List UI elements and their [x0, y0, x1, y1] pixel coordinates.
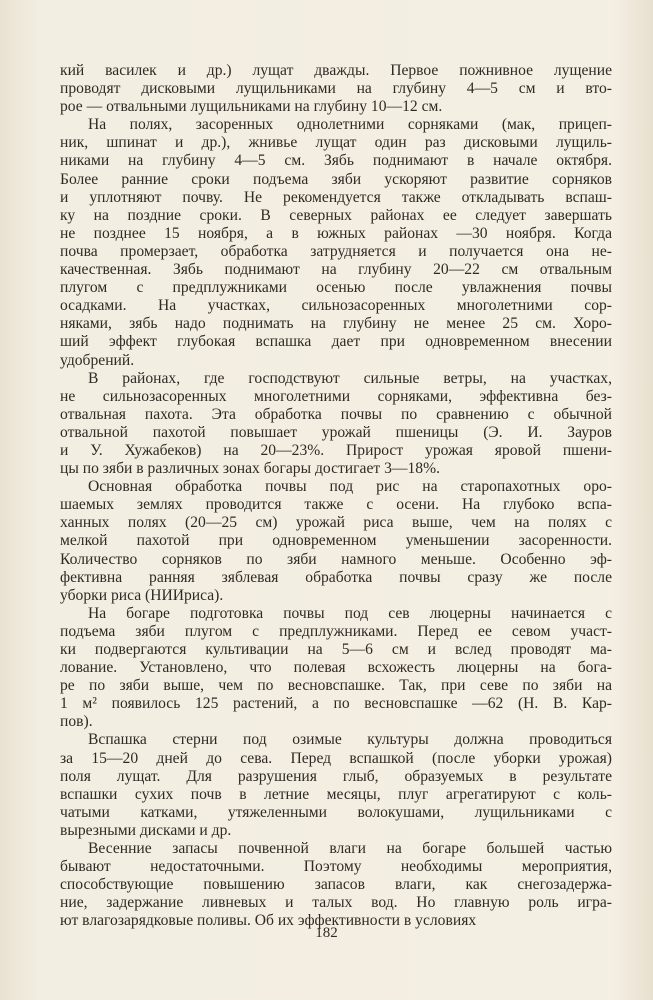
- text-line: Более ранние сроки подъема зяби ускоряют развитие сорняков: [60, 170, 612, 188]
- text-line: никами на глубину 4—5 см. Зябь поднимают в начале октября.: [60, 152, 612, 170]
- text-line: вспашки сухих почв в летние месяцы, плуг агрегатируют с коль-: [60, 785, 612, 803]
- text-line: Весенние запасы почвенной влаги на богаре большей частью: [88, 840, 612, 858]
- text-line: цы по зяби в различных зонах богары достигает 3—18%.: [60, 460, 440, 478]
- text-line: фективна ранняя зяблевая обработка почвы сразу же после: [60, 568, 612, 586]
- text-line: за 15—20 дней до сева. Перед вспашкой (после уборки урожая): [60, 749, 612, 767]
- text-line: ший эффект глубокая вспашка дает при одновременном внесении: [60, 333, 612, 351]
- page-number: 182: [315, 925, 338, 941]
- text-line: 1 м² появилось 125 растений, а по весновспашке —62 (Н. В. Кар-: [60, 695, 612, 713]
- body-text: [60, 62, 612, 931]
- text-line: ки подвергаются культивации на 5—6 см и вслед проводят ма-: [60, 641, 612, 658]
- paragraph: [60, 478, 612, 605]
- text-line: няками, зябь надо поднимать на глубину не менее 25 см. Хоро-: [60, 315, 612, 333]
- text-line: ханных полях (20—25 см) урожай риса выше, чем на полях с: [60, 514, 612, 532]
- text-line: не позднее 15 ноября, а в южных районах —30 ноября. Когда: [60, 224, 612, 242]
- text-line: лование. Установлено, что полевая всхожесть люцерны на бога-: [60, 659, 612, 677]
- text-line: и уплотняют почву. Не рекомендуется также откладывать вспаш-: [60, 188, 612, 206]
- paragraph: [60, 116, 612, 369]
- paragraph: [60, 840, 612, 930]
- text-line: почва промерзает, обработка затрудняется и получается она не-: [60, 242, 612, 260]
- text-line: вырезными дисками и др.: [60, 821, 232, 839]
- text-line: Вспашка стерни под озимые культуры должна проводиться: [88, 731, 612, 749]
- text-line: В районах, где господствуют сильные ветры, на участках,: [88, 369, 612, 387]
- text-line: шаемых землях проводится также с осени. На глубоко вспа-: [60, 496, 612, 514]
- text-line: Количество сорняков по зяби намного меньше. Особенно эф-: [60, 550, 612, 568]
- text-line: ку на поздние сроки. В северных районах ее следует завершать: [60, 206, 612, 224]
- text-line: чатыми катками, утяжеленными волокушами, лущильниками с: [60, 803, 612, 821]
- paragraph: [60, 605, 612, 732]
- text-line: уборки риса (НИИриса).: [60, 586, 224, 604]
- text-line: не сильнозасоренных многолетними сорняками, эффективна без-: [60, 387, 612, 405]
- text-line: ник, шпинат и др.), жнивье лущат один раз дисковыми лущиль-: [60, 134, 612, 152]
- text-line: удобрений.: [60, 351, 135, 369]
- text-line: проводят дисковыми лущильниками на глубину 4—5 см и вто-: [60, 80, 612, 98]
- text-line: поля лущат. Для разрушения глыб, образуемых в результате: [60, 767, 612, 785]
- text-line: кий василек и др.) лущат дважды. Первое пожнивное лущение: [60, 62, 612, 79]
- text-line: осадками. На участках, сильнозасоренных многолетними сор-: [60, 297, 612, 315]
- text-line: рое — отвальными лущильниками на глубину 10—12 см.: [60, 98, 443, 116]
- text-line: бывают недостаточными. Поэтому необходимы мероприятия,: [60, 858, 612, 876]
- text-line: и У. Хужабеков) на 20—23%. Прирост урожая яровой пшени-: [60, 441, 612, 459]
- text-line: подъема зяби плугом с предплужниками. Перед ее севом участ-: [60, 622, 612, 640]
- text-line: ние, задержание ливневых и талых вод. Но главную роль игра-: [60, 894, 612, 912]
- text-line: качественная. Зябь поднимают на глубину 20—22 см отвальным: [60, 261, 612, 279]
- text-line: Основная обработка почвы под рис на старопахотных оро-: [88, 478, 612, 496]
- paragraph: [60, 370, 612, 479]
- text-line: На полях, засоренных однолетними сорняками (мак, прицеп-: [88, 116, 612, 134]
- text-line: мелкой пахотой при одновременном уменьшении засоренности.: [60, 532, 612, 550]
- text-line: способствующие повышению запасов влаги, как снегозадержа-: [60, 876, 612, 894]
- text-line: отвальной пахотой повышает урожай пшеницы (Э. И. Зауров: [60, 423, 612, 441]
- text-line: отвальная пахота. Эта обработка почвы по сравнению с обычной: [60, 405, 612, 423]
- paragraph: [60, 731, 612, 840]
- text-line: ре по зяби выше, чем по весновспашке. Так, при севе по зяби на: [60, 677, 612, 695]
- text-line: На богаре подготовка почвы под сев люцерны начинается с: [88, 604, 612, 622]
- text-line: плугом с предплужниками осенью после увлажнения почвы: [60, 279, 612, 297]
- paragraph: [60, 62, 612, 116]
- text-line: ют влагозарядковые поливы. Об их эффективности в условиях: [60, 912, 477, 930]
- text-line: пов).: [60, 713, 93, 731]
